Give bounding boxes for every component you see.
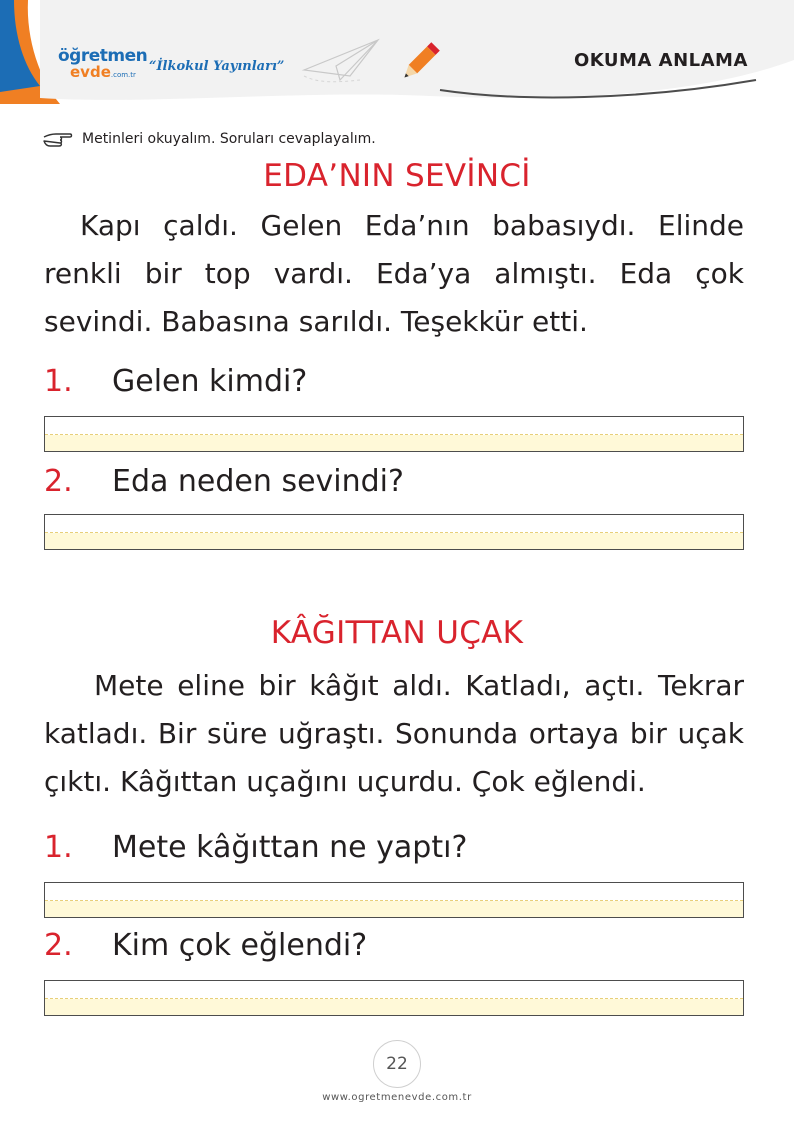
story-title: KÂĞITTAN UÇAK	[270, 615, 524, 651]
story-text: Mete eline bir kâğıt aldı. Katladı, açtı. Tekrar katladı. Bir süre uğraştı. Sonunda ortaya bir uçak çıktı. Kâğıttan uçağını uçurdu. Çok eğlendi.	[44, 669, 744, 798]
story-text: Kapı çaldı. Gelen Eda’nın babasıydı. Elinde renkli bir top vardı. Eda’ya almıştı. Eda çok sevindi. Babasına sarıldı. Teşekkür etti.	[44, 209, 744, 338]
brand-logo	[58, 48, 147, 82]
story-title: EDA’NIN SEVİNCİ	[263, 158, 531, 194]
publisher-name: “İlkokul Yayınları”	[149, 59, 285, 74]
question-number: 1.	[44, 364, 73, 399]
answer-field[interactable]	[44, 980, 744, 1016]
instruction-text: Metinleri okuyalım. Soruları cevaplayalım.	[82, 131, 376, 147]
story-body	[44, 202, 744, 346]
question-number: 2.	[44, 464, 73, 499]
footer-url: www.ogretmenevde.com.tr	[322, 1092, 472, 1103]
question-text: Kim çok eğlendi?	[112, 928, 368, 963]
pencil-icon	[398, 40, 442, 84]
pointing-hand-icon	[42, 129, 74, 149]
question-text: Mete kâğıttan ne yaptı?	[112, 830, 468, 865]
logo-bottom-text	[70, 65, 147, 82]
logo-evde: evde	[70, 63, 111, 81]
answer-field[interactable]	[44, 416, 744, 452]
answer-field[interactable]	[44, 514, 744, 550]
section-title: OKUMA ANLAMA	[574, 50, 748, 71]
question-number: 1.	[44, 830, 73, 865]
instruction	[42, 129, 376, 149]
answer-field[interactable]	[44, 882, 744, 918]
logo-top-text: öğretmen	[58, 46, 148, 66]
paper-plane-icon	[300, 36, 390, 86]
logo-domain: .com.tr	[110, 71, 136, 79]
question-text: Gelen kimdi?	[112, 364, 308, 399]
story-body	[44, 662, 744, 806]
question-text: Eda neden sevindi?	[112, 464, 404, 499]
page-number: 22	[373, 1040, 421, 1088]
question-number: 2.	[44, 928, 73, 963]
